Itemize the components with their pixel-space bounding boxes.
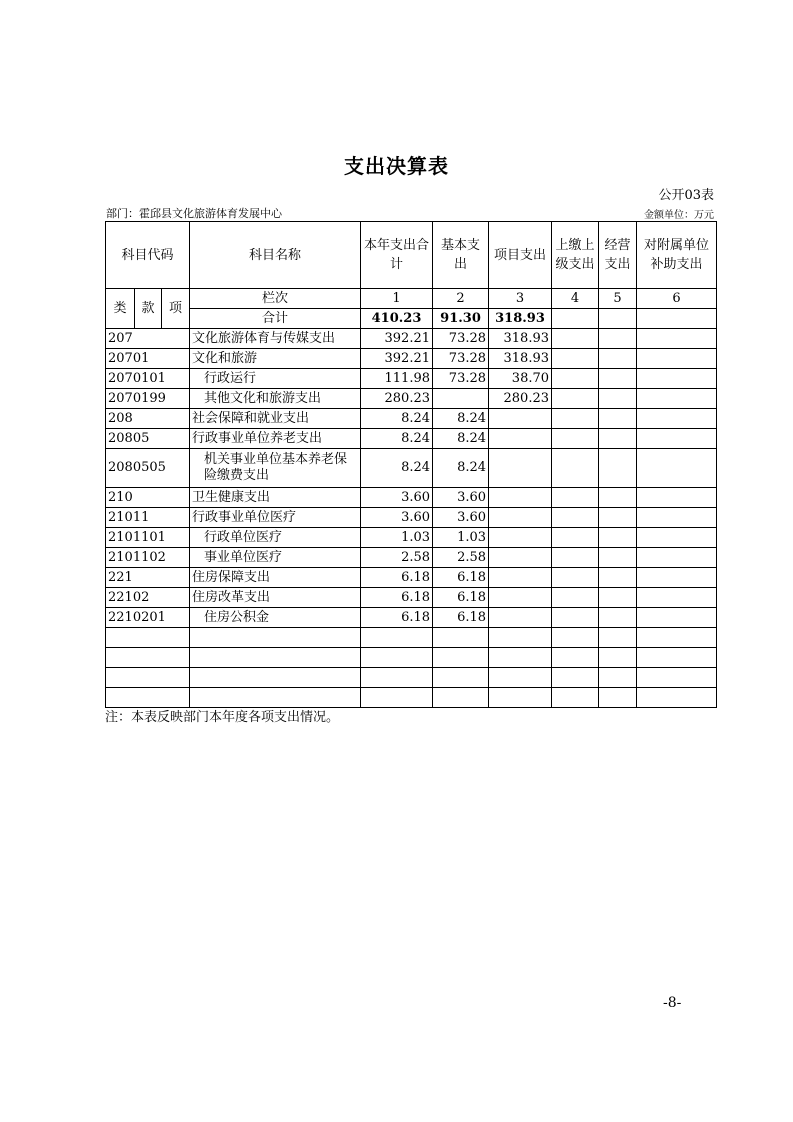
- empty-cell: [637, 668, 717, 688]
- table-row: [106, 568, 717, 588]
- row-total: 8.24: [361, 409, 433, 429]
- table-row: [106, 349, 717, 369]
- table-row: [106, 488, 717, 508]
- empty-cell: [489, 648, 552, 668]
- row-upper: [552, 329, 599, 349]
- row-project: [489, 508, 552, 528]
- row-subsidy: [637, 528, 717, 548]
- row-name: 卫生健康支出: [190, 488, 361, 508]
- row-project: [489, 528, 552, 548]
- row-project: [489, 548, 552, 568]
- row-upper: [552, 449, 599, 488]
- total-label: 合计: [190, 309, 361, 329]
- empty-cell: [361, 688, 433, 708]
- row-subsidy: [637, 608, 717, 628]
- row-subsidy: [637, 389, 717, 409]
- header-lei: 类: [106, 289, 135, 329]
- row-total: 392.21: [361, 329, 433, 349]
- empty-cell: [637, 648, 717, 668]
- row-upper: [552, 548, 599, 568]
- empty-cell: [552, 648, 599, 668]
- table-row: [106, 409, 717, 429]
- row-basic: 8.24: [433, 409, 489, 429]
- empty-row: [106, 668, 717, 688]
- row-basic: 1.03: [433, 528, 489, 548]
- row-basic: 3.60: [433, 488, 489, 508]
- unit-label: 金额单位：万元: [644, 210, 714, 221]
- row-project: 318.93: [489, 349, 552, 369]
- col-num: 2: [433, 289, 489, 309]
- row-operating: [599, 349, 637, 369]
- row-basic: [433, 389, 489, 409]
- row-total: 111.98: [361, 369, 433, 389]
- empty-cell: [552, 688, 599, 708]
- row-subsidy: [637, 369, 717, 389]
- empty-cell: [489, 688, 552, 708]
- total-amount: 410.23: [361, 309, 433, 329]
- row-code: 210: [106, 488, 190, 508]
- empty-cell: [190, 648, 361, 668]
- row-upper: [552, 588, 599, 608]
- row-subsidy: [637, 329, 717, 349]
- row-project: [489, 588, 552, 608]
- table-row: [106, 369, 717, 389]
- row-operating: [599, 429, 637, 449]
- empty-cell: [190, 668, 361, 688]
- row-total: 280.23: [361, 389, 433, 409]
- header-kuan: 款: [135, 289, 162, 329]
- total-basic: 91.30: [433, 309, 489, 329]
- row-name: 社会保障和就业支出: [190, 409, 361, 429]
- row-total: 3.60: [361, 488, 433, 508]
- row-code: 21011: [106, 508, 190, 528]
- empty-cell: [106, 628, 190, 648]
- empty-cell: [637, 688, 717, 708]
- empty-cell: [552, 668, 599, 688]
- empty-cell: [190, 628, 361, 648]
- row-operating: [599, 568, 637, 588]
- row-operating: [599, 608, 637, 628]
- row-subsidy: [637, 349, 717, 369]
- row-name: 住房改革支出: [190, 588, 361, 608]
- row-basic: 6.18: [433, 568, 489, 588]
- col-num: 3: [489, 289, 552, 309]
- row-subsidy: [637, 548, 717, 568]
- empty-row: [106, 688, 717, 708]
- table-row: [106, 329, 717, 349]
- table-row: [106, 528, 717, 548]
- header-total: 本年支出合计: [361, 222, 433, 289]
- row-basic: 8.24: [433, 449, 489, 488]
- row-operating: [599, 548, 637, 568]
- total-project: 318.93: [489, 309, 552, 329]
- row-project: [489, 409, 552, 429]
- empty-cell: [433, 668, 489, 688]
- row-name: 行政事业单位医疗: [190, 508, 361, 528]
- total-operating: [599, 309, 637, 329]
- row-name: 文化旅游体育与传媒支出: [190, 329, 361, 349]
- row-code: 2070199: [106, 389, 190, 409]
- header-row: [106, 222, 717, 289]
- row-project: 318.93: [489, 329, 552, 349]
- row-name: 住房公积金: [190, 608, 361, 628]
- row-upper: [552, 488, 599, 508]
- row-basic: 73.28: [433, 369, 489, 389]
- row-upper: [552, 568, 599, 588]
- row-total: 2.58: [361, 548, 433, 568]
- row-name: 其他文化和旅游支出: [190, 389, 361, 409]
- row-name: 住房保障支出: [190, 568, 361, 588]
- empty-cell: [552, 628, 599, 648]
- table-row: [106, 548, 717, 568]
- row-upper: [552, 508, 599, 528]
- row-code: 207: [106, 329, 190, 349]
- row-name: 机关事业单位基本养老保险缴费支出: [190, 449, 361, 488]
- header-upper: 上缴上级支出: [552, 222, 599, 289]
- row-total: 392.21: [361, 349, 433, 369]
- expenditure-table: [105, 221, 717, 708]
- total-upper: [552, 309, 599, 329]
- empty-cell: [106, 648, 190, 668]
- row-code: 2210201: [106, 608, 190, 628]
- row-subsidy: [637, 429, 717, 449]
- empty-cell: [637, 628, 717, 648]
- row-project: [489, 429, 552, 449]
- row-operating: [599, 449, 637, 488]
- row-name: 文化和旅游: [190, 349, 361, 369]
- table-row: [106, 449, 717, 488]
- row-project: [489, 568, 552, 588]
- row-code: 22102: [106, 588, 190, 608]
- row-code: 20701: [106, 349, 190, 369]
- empty-row: [106, 648, 717, 668]
- row-subsidy: [637, 449, 717, 488]
- row-code: 2101102: [106, 548, 190, 568]
- department-label: 部门：霍邱县文化旅游体育发展中心: [106, 207, 282, 220]
- row-upper: [552, 349, 599, 369]
- header-xiang: 项: [162, 289, 190, 329]
- row-upper: [552, 369, 599, 389]
- row-subsidy: [637, 588, 717, 608]
- total-row: [106, 309, 717, 329]
- row-operating: [599, 508, 637, 528]
- col-num: 4: [552, 289, 599, 309]
- empty-cell: [599, 688, 637, 708]
- row-code: 2080505: [106, 449, 190, 488]
- row-name: 行政事业单位养老支出: [190, 429, 361, 449]
- row-code: 221: [106, 568, 190, 588]
- row-operating: [599, 389, 637, 409]
- table-row: [106, 608, 717, 628]
- column-label: 栏次: [190, 289, 361, 309]
- table-row: [106, 429, 717, 449]
- row-code: 208: [106, 409, 190, 429]
- empty-cell: [489, 668, 552, 688]
- col-num: 1: [361, 289, 433, 309]
- row-total: 3.60: [361, 508, 433, 528]
- form-number: 公开03表: [658, 188, 714, 203]
- row-operating: [599, 528, 637, 548]
- empty-cell: [106, 688, 190, 708]
- row-total: 6.18: [361, 608, 433, 628]
- row-operating: [599, 588, 637, 608]
- table-row: [106, 588, 717, 608]
- empty-cell: [599, 648, 637, 668]
- empty-cell: [599, 668, 637, 688]
- row-subsidy: [637, 409, 717, 429]
- row-project: 280.23: [489, 389, 552, 409]
- row-upper: [552, 429, 599, 449]
- empty-cell: [361, 628, 433, 648]
- row-basic: 73.28: [433, 329, 489, 349]
- row-upper: [552, 409, 599, 429]
- empty-row: [106, 628, 717, 648]
- row-upper: [552, 608, 599, 628]
- row-basic: 6.18: [433, 588, 489, 608]
- total-subsidy: [637, 309, 717, 329]
- row-operating: [599, 369, 637, 389]
- row-project: 38.70: [489, 369, 552, 389]
- row-subsidy: [637, 568, 717, 588]
- empty-cell: [106, 668, 190, 688]
- row-name: 事业单位医疗: [190, 548, 361, 568]
- col-num: 5: [599, 289, 637, 309]
- row-project: [489, 449, 552, 488]
- row-upper: [552, 528, 599, 548]
- header-subsidy: 对附属单位补助支出: [637, 222, 717, 289]
- row-total: 6.18: [361, 568, 433, 588]
- row-operating: [599, 409, 637, 429]
- row-basic: 8.24: [433, 429, 489, 449]
- empty-cell: [190, 688, 361, 708]
- row-basic: 73.28: [433, 349, 489, 369]
- table-row: [106, 389, 717, 409]
- row-project: [489, 608, 552, 628]
- row-basic: 3.60: [433, 508, 489, 528]
- table-row: [106, 508, 717, 528]
- page-title: 支出决算表: [344, 154, 449, 178]
- row-total: 8.24: [361, 429, 433, 449]
- empty-cell: [433, 628, 489, 648]
- row-name: 行政单位医疗: [190, 528, 361, 548]
- header-code: 科目代码: [106, 222, 190, 289]
- column-number-row: [106, 289, 717, 309]
- header-operating: 经营支出: [599, 222, 637, 289]
- row-code: 2101101: [106, 528, 190, 548]
- empty-cell: [433, 688, 489, 708]
- row-code: 20805: [106, 429, 190, 449]
- row-total: 8.24: [361, 449, 433, 488]
- row-basic: 6.18: [433, 608, 489, 628]
- empty-cell: [489, 628, 552, 648]
- row-project: [489, 488, 552, 508]
- row-subsidy: [637, 508, 717, 528]
- empty-cell: [361, 648, 433, 668]
- col-num: 6: [637, 289, 717, 309]
- page-number: -8-: [663, 995, 682, 1011]
- row-upper: [552, 389, 599, 409]
- row-total: 1.03: [361, 528, 433, 548]
- header-project: 项目支出: [489, 222, 552, 289]
- row-basic: 2.58: [433, 548, 489, 568]
- row-operating: [599, 329, 637, 349]
- row-subsidy: [637, 488, 717, 508]
- header-name: 科目名称: [190, 222, 361, 289]
- row-total: 6.18: [361, 588, 433, 608]
- empty-cell: [433, 648, 489, 668]
- row-operating: [599, 488, 637, 508]
- row-name: 行政运行: [190, 369, 361, 389]
- header-basic: 基本支出: [433, 222, 489, 289]
- empty-cell: [361, 668, 433, 688]
- footnote: 注：本表反映部门本年度各项支出情况。: [105, 710, 340, 725]
- row-code: 2070101: [106, 369, 190, 389]
- empty-cell: [599, 628, 637, 648]
